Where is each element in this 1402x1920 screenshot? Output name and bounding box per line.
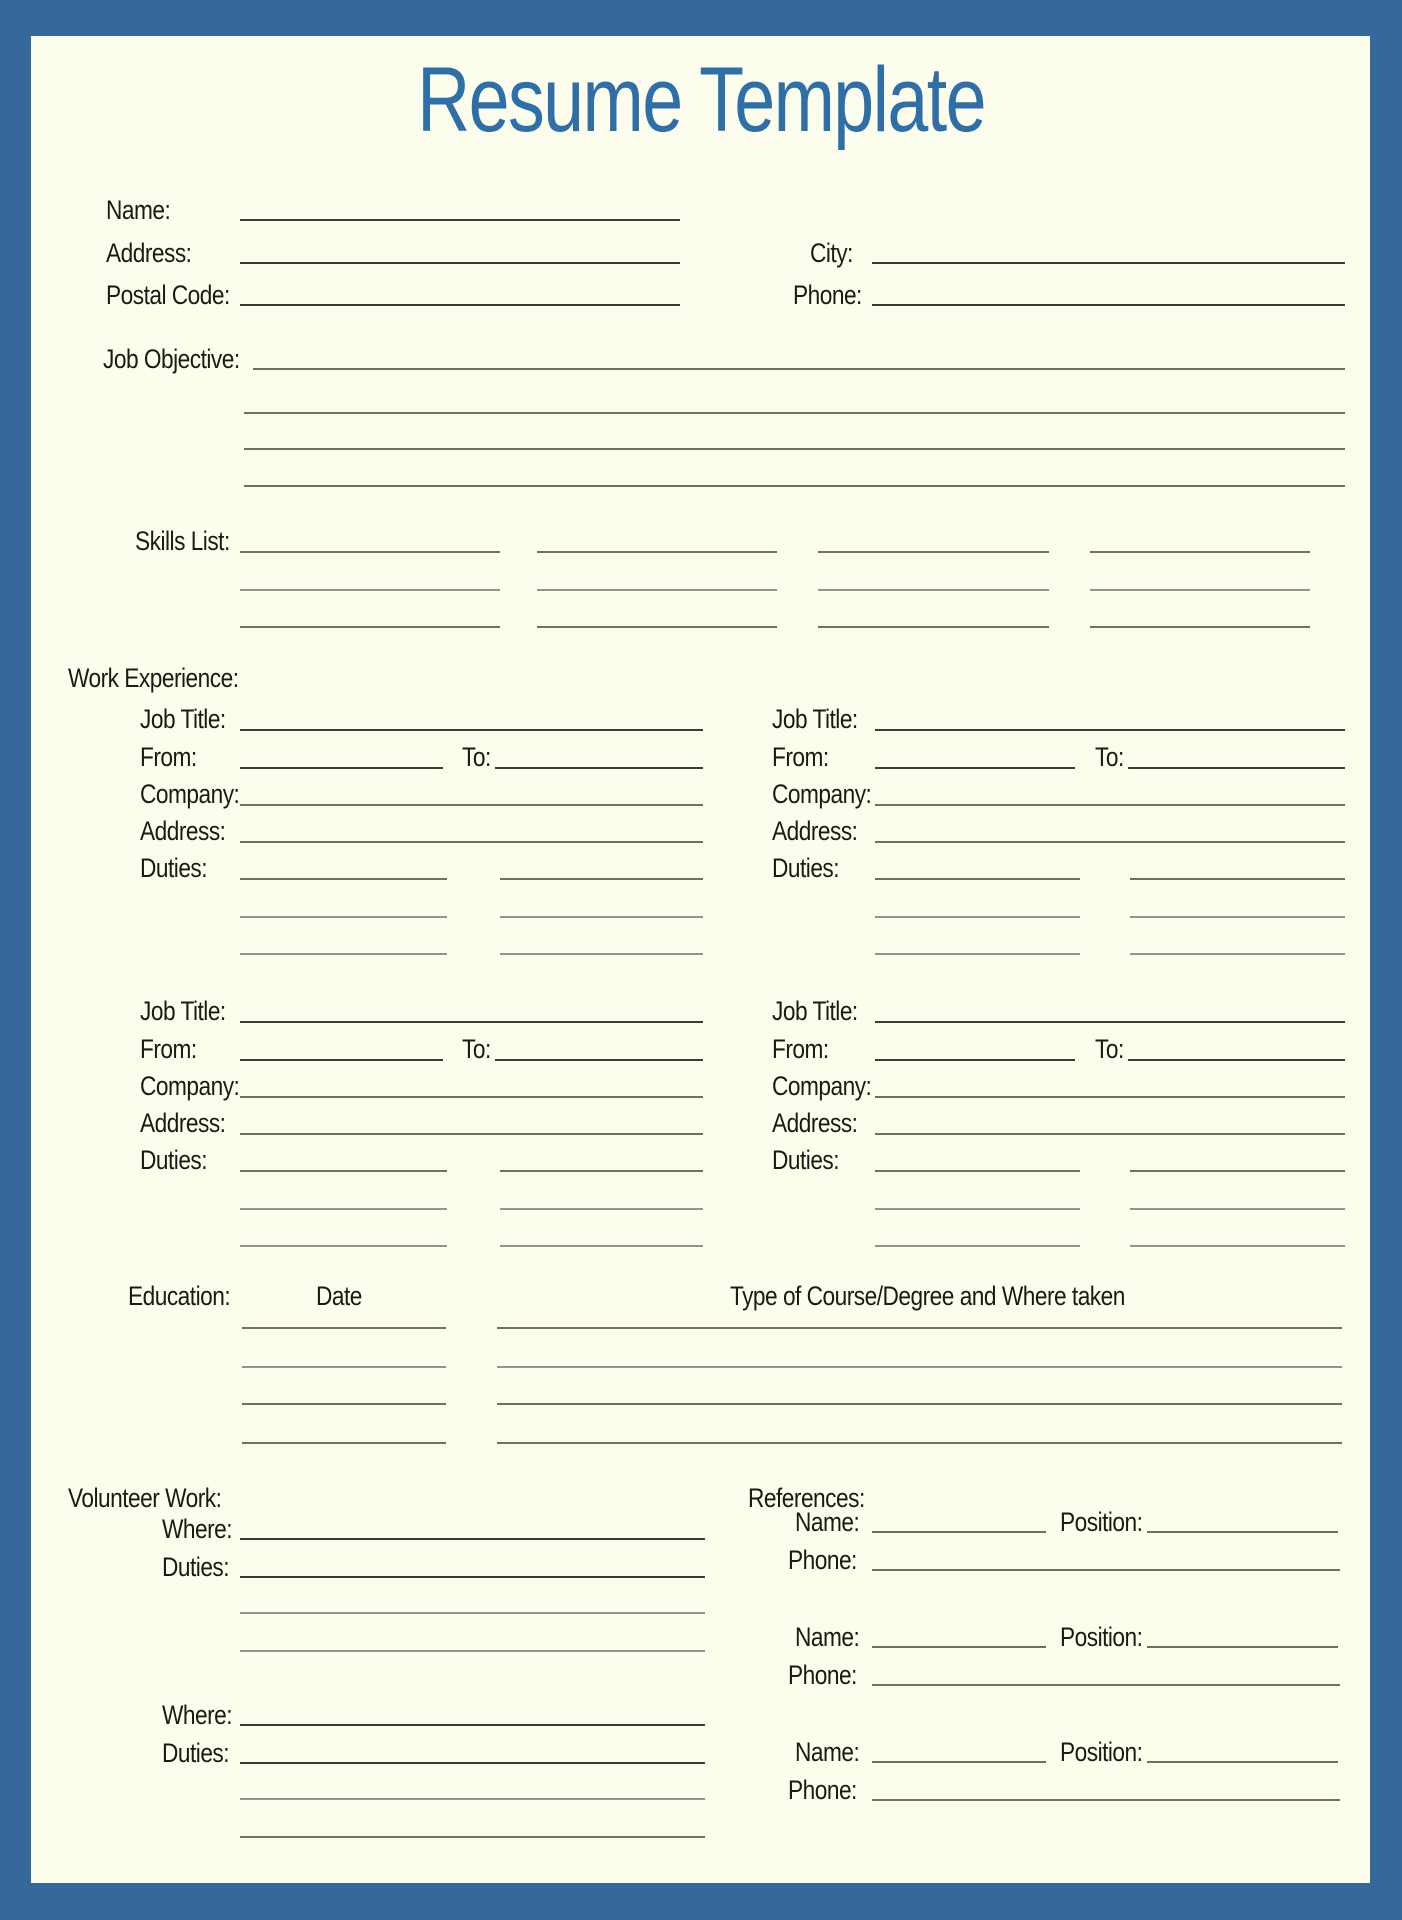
job-address-label: Address: xyxy=(772,816,858,846)
company-label: Company: xyxy=(140,779,240,809)
to-label: To: xyxy=(1095,1034,1124,1064)
ref-phone-line xyxy=(872,1684,1340,1686)
duties-line xyxy=(875,953,1080,955)
education-course-header: Type of Course/Degree and Where taken xyxy=(730,1281,1125,1311)
job-address-line xyxy=(875,841,1345,843)
where-line xyxy=(240,1538,705,1540)
duties-line xyxy=(240,1170,447,1172)
to-line xyxy=(1128,1059,1345,1061)
address-line xyxy=(240,262,680,264)
skills-line xyxy=(240,626,500,628)
from-line xyxy=(240,767,443,769)
reference-entry xyxy=(788,1739,1340,1811)
ref-position-label: Position: xyxy=(1060,1507,1143,1537)
name-line xyxy=(240,219,680,221)
duties-line xyxy=(875,1245,1080,1247)
education-date-line xyxy=(242,1442,446,1444)
from-label: From: xyxy=(140,1034,197,1064)
education-date-line xyxy=(242,1327,446,1329)
job-entry xyxy=(772,998,1345,1250)
where-label: Where: xyxy=(162,1700,233,1730)
volunteer-duties-line xyxy=(240,1836,705,1838)
company-label: Company: xyxy=(140,1071,240,1101)
duties-label: Duties: xyxy=(140,1145,208,1175)
job-entry xyxy=(772,706,1345,958)
duties-line xyxy=(500,878,703,880)
volunteer-work-label: Volunteer Work: xyxy=(68,1483,222,1513)
name-label: Name: xyxy=(106,195,171,225)
skills-line xyxy=(1090,626,1310,628)
from-label: From: xyxy=(772,742,829,772)
job-address-line xyxy=(875,1133,1345,1135)
work-experience-label: Work Experience: xyxy=(68,663,239,693)
skills-line xyxy=(537,551,777,553)
phone-label: Phone: xyxy=(793,280,862,310)
job-entry xyxy=(140,706,713,958)
ref-name-label: Name: xyxy=(795,1737,860,1767)
job-title-line xyxy=(240,1021,703,1023)
company-line xyxy=(240,804,703,806)
city-label: City: xyxy=(810,238,853,268)
volunteer-duties-line xyxy=(240,1576,705,1578)
company-label: Company: xyxy=(772,779,872,809)
reference-entry xyxy=(788,1509,1340,1581)
job-title-label: Job Title: xyxy=(140,996,226,1026)
references-label: References: xyxy=(748,1483,865,1513)
ref-position-label: Position: xyxy=(1060,1622,1143,1652)
job-address-label: Address: xyxy=(772,1108,858,1138)
where-line xyxy=(240,1724,705,1726)
skills-line xyxy=(818,551,1049,553)
job-address-label: Address: xyxy=(140,816,226,846)
to-line xyxy=(495,767,703,769)
education-course-line xyxy=(497,1442,1342,1444)
job-title-label: Job Title: xyxy=(772,996,858,1026)
ref-name-line xyxy=(872,1646,1046,1648)
ref-name-label: Name: xyxy=(795,1622,860,1652)
education-course-line xyxy=(497,1366,1342,1368)
job-objective-label: Job Objective: xyxy=(103,344,240,374)
page-title: Resume Template xyxy=(417,49,985,151)
address-label: Address: xyxy=(106,238,192,268)
education-date-line xyxy=(242,1403,446,1405)
volunteer-duties-label: Duties: xyxy=(162,1738,230,1768)
duties-line xyxy=(1130,1245,1345,1247)
to-label: To: xyxy=(1095,742,1124,772)
duties-line xyxy=(240,1208,447,1210)
job-objective-line xyxy=(253,368,1345,370)
volunteer-duties-line xyxy=(240,1650,705,1652)
volunteer-entry xyxy=(162,1702,705,1842)
to-line xyxy=(495,1059,703,1061)
duties-line xyxy=(1130,1170,1345,1172)
company-line xyxy=(875,1096,1345,1098)
ref-name-line xyxy=(872,1531,1046,1533)
ref-phone-line xyxy=(872,1569,1340,1571)
duties-line xyxy=(1130,953,1345,955)
from-line xyxy=(875,767,1075,769)
duties-line xyxy=(240,1245,447,1247)
to-label: To: xyxy=(462,1034,491,1064)
ref-position-label: Position: xyxy=(1060,1737,1143,1767)
ref-phone-line xyxy=(872,1799,1340,1801)
duties-line xyxy=(1130,916,1345,918)
skills-line xyxy=(1090,589,1310,591)
job-title-line xyxy=(875,729,1345,731)
job-address-label: Address: xyxy=(140,1108,226,1138)
duties-line xyxy=(875,1208,1080,1210)
where-label: Where: xyxy=(162,1514,233,1544)
ref-position-line xyxy=(1147,1531,1338,1533)
to-label: To: xyxy=(462,742,491,772)
education-course-line xyxy=(497,1327,1342,1329)
ref-name-line xyxy=(872,1761,1046,1763)
duties-line xyxy=(875,878,1080,880)
education-date-header: Date xyxy=(316,1281,362,1311)
job-address-line xyxy=(240,841,703,843)
ref-phone-label: Phone: xyxy=(788,1660,857,1690)
company-line xyxy=(875,804,1345,806)
job-title-label: Job Title: xyxy=(772,704,858,734)
skills-line xyxy=(240,589,500,591)
to-line xyxy=(1128,767,1345,769)
duties-label: Duties: xyxy=(772,853,840,883)
job-entry xyxy=(140,998,713,1250)
city-line xyxy=(872,262,1345,264)
duties-line xyxy=(500,1245,703,1247)
ref-position-line xyxy=(1147,1761,1338,1763)
volunteer-duties-label: Duties: xyxy=(162,1552,230,1582)
skills-line xyxy=(1090,551,1310,553)
duties-label: Duties: xyxy=(772,1145,840,1175)
postal-code-line xyxy=(240,304,680,306)
reference-entry xyxy=(788,1624,1340,1696)
duties-line xyxy=(240,878,447,880)
education-course-line xyxy=(497,1403,1342,1405)
duties-line xyxy=(500,1170,703,1172)
ref-phone-label: Phone: xyxy=(788,1545,857,1575)
skills-line xyxy=(537,626,777,628)
skills-line xyxy=(240,551,500,553)
from-label: From: xyxy=(140,742,197,772)
skills-line xyxy=(818,589,1049,591)
company-label: Company: xyxy=(772,1071,872,1101)
duties-line xyxy=(500,916,703,918)
postal-code-label: Postal Code: xyxy=(106,280,230,310)
volunteer-duties-line xyxy=(240,1762,705,1764)
job-objective-line xyxy=(244,412,1345,414)
from-line xyxy=(875,1059,1075,1061)
volunteer-entry xyxy=(162,1516,705,1656)
volunteer-duties-line xyxy=(240,1612,705,1614)
company-line xyxy=(240,1096,703,1098)
job-title-line xyxy=(240,729,703,731)
job-address-line xyxy=(240,1133,703,1135)
phone-line xyxy=(872,304,1345,306)
duties-line xyxy=(1130,878,1345,880)
education-label: Education: xyxy=(128,1281,231,1311)
duties-line xyxy=(875,1170,1080,1172)
duties-label: Duties: xyxy=(140,853,208,883)
skills-line xyxy=(818,626,1049,628)
from-label: From: xyxy=(772,1034,829,1064)
duties-line xyxy=(240,953,447,955)
ref-phone-label: Phone: xyxy=(788,1775,857,1805)
job-title-line xyxy=(875,1021,1345,1023)
ref-name-label: Name: xyxy=(795,1507,860,1537)
ref-position-line xyxy=(1147,1646,1338,1648)
skills-line xyxy=(537,589,777,591)
job-objective-line xyxy=(244,485,1345,487)
duties-line xyxy=(1130,1208,1345,1210)
volunteer-duties-line xyxy=(240,1798,705,1800)
duties-line xyxy=(500,953,703,955)
job-objective-line xyxy=(244,448,1345,450)
duties-line xyxy=(500,1208,703,1210)
skills-list-label: Skills List: xyxy=(135,526,230,556)
duties-line xyxy=(875,916,1080,918)
duties-line xyxy=(240,916,447,918)
job-title-label: Job Title: xyxy=(140,704,226,734)
education-date-line xyxy=(242,1366,446,1368)
from-line xyxy=(240,1059,443,1061)
